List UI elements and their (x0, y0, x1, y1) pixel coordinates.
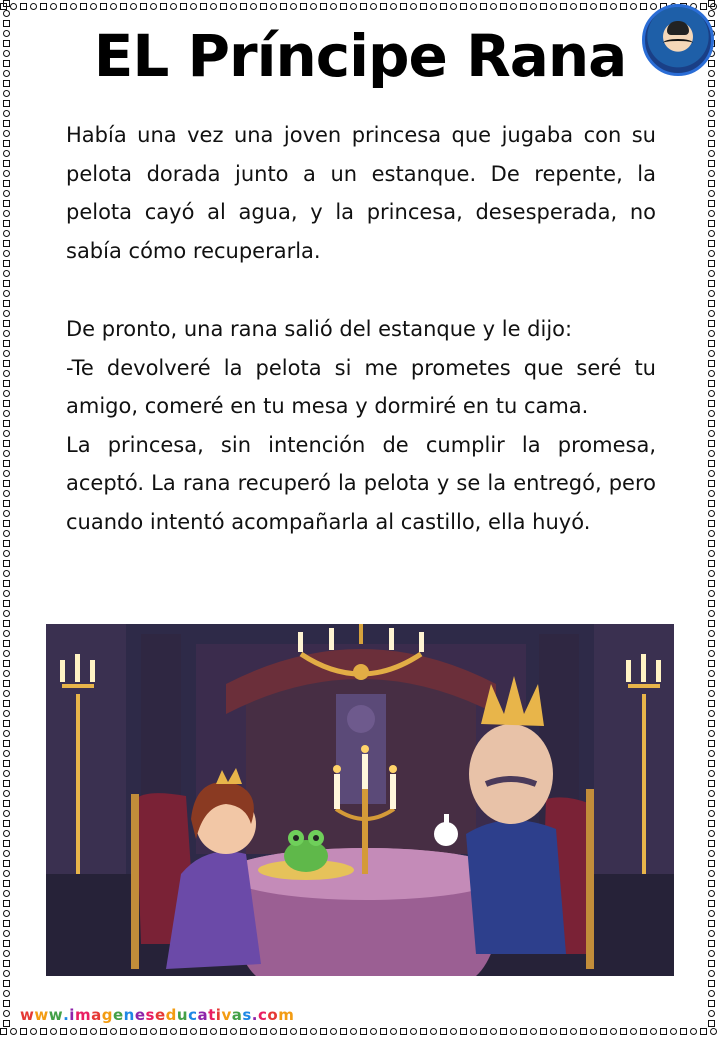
border-top (0, 3, 720, 10)
border-right (708, 0, 715, 1040)
paragraph-2-line-1: De pronto, una rana salió del estanque y le dijo: (66, 317, 573, 341)
paragraph-2-line-3: La princesa, sin intención de cumplir la promesa, aceptó. La rana recuperó la pelota y se la entregó, pero cuando intentó acompañarla al castillo, ella huyó. (66, 432, 656, 534)
story-illustration (46, 624, 674, 976)
website-credit (20, 1006, 294, 1024)
border-left (3, 0, 10, 1040)
paragraph-1: Había una vez una joven princesa que jugaba con su pelota dorada junto a un estanque. De repente, la pelota cayó al agua, y la princesa, desesperada, no sabía cómo recuperarla. (66, 123, 656, 263)
border-bottom (0, 1028, 720, 1035)
story-paragraph-1 (66, 116, 656, 270)
princess-frog-king-dinner-scene (46, 624, 674, 976)
page-title: EL Príncipe Rana (93, 22, 627, 90)
story-paragraph-2 (66, 310, 656, 541)
paragraph-2-line-2: -Te devolveré la pelota si me prometes que seré tu amigo, comeré en tu mesa y dormiré en tu cama. (66, 355, 656, 418)
website-text: www.imageneseducativas.com (20, 1006, 295, 1024)
